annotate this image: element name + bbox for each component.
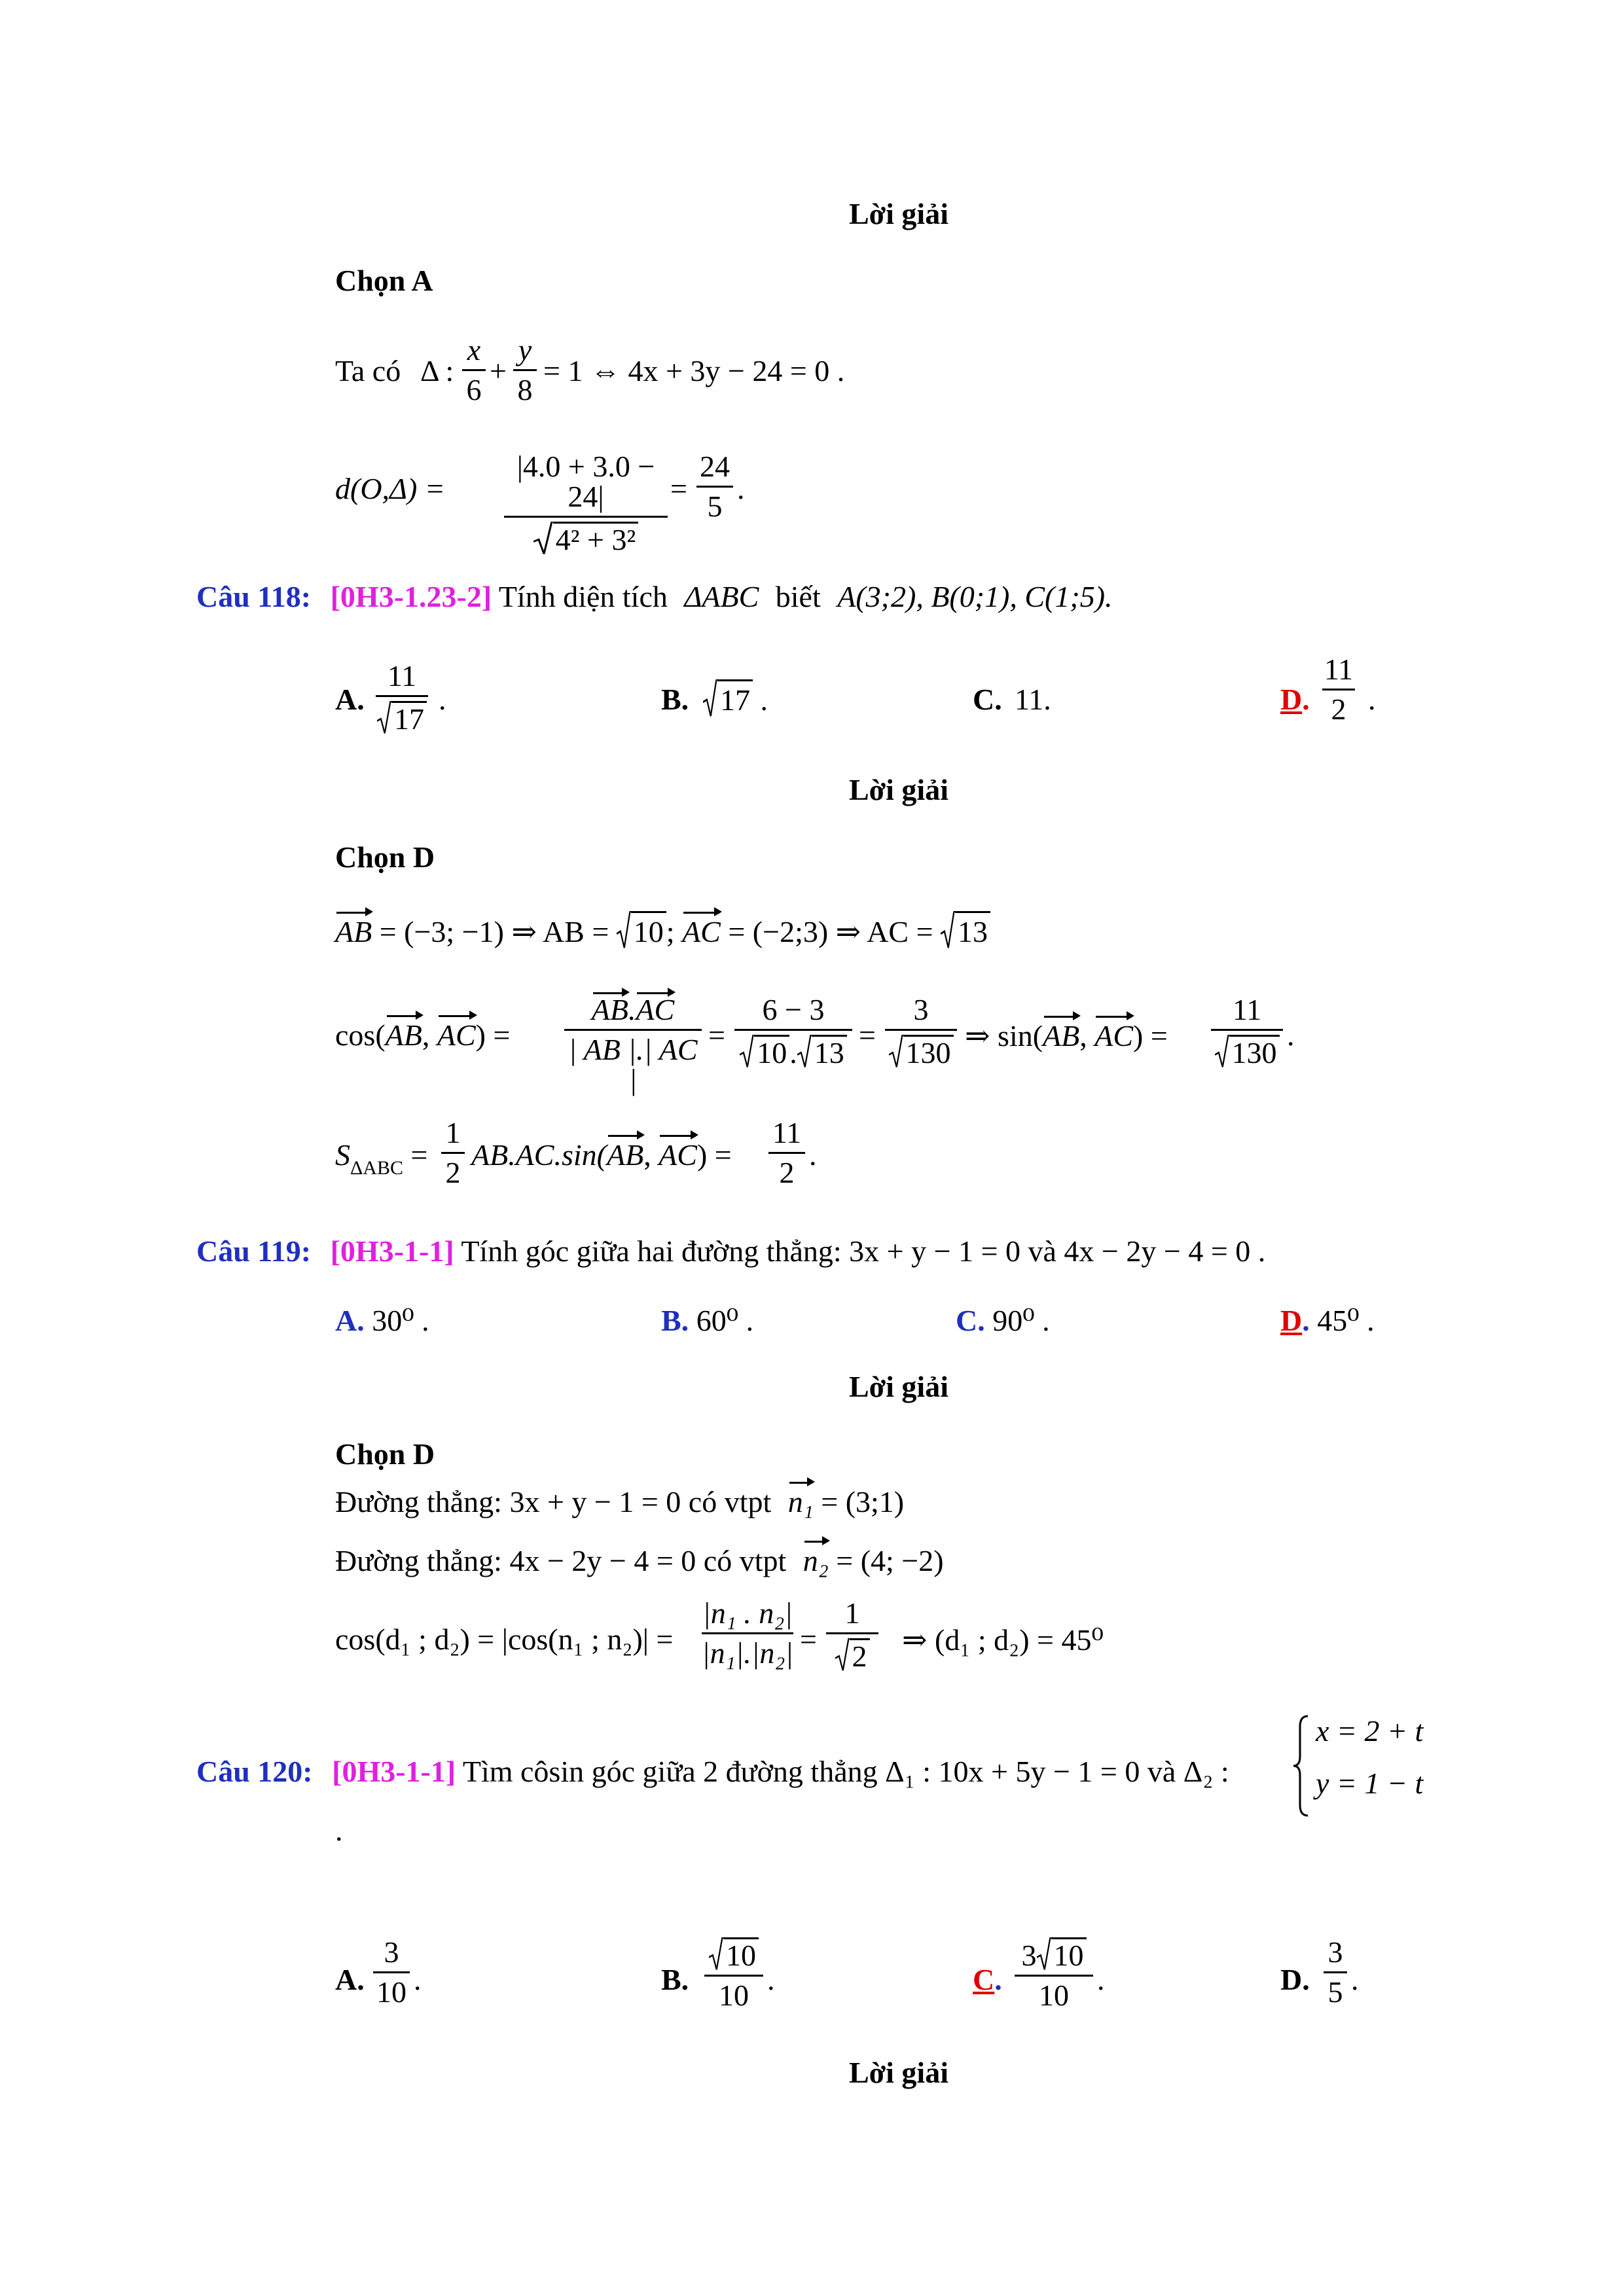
chosen-answer: Chọn A <box>335 264 433 297</box>
numerator: 24 <box>700 450 730 483</box>
text: ) = <box>696 1138 732 1172</box>
numerator: 11 <box>772 1116 802 1149</box>
option-c-correct: C. <box>973 1963 1002 1996</box>
radicand: 10 <box>1051 1937 1087 1971</box>
vector-line <box>335 911 990 949</box>
vector-n1: n₁ <box>787 1485 814 1518</box>
text: cos( <box>335 1018 386 1052</box>
radicand: 130 <box>1229 1035 1280 1068</box>
numerator: 6 − 3 <box>762 993 825 1026</box>
numerator: 11 <box>1324 653 1354 686</box>
result: ⇒ (d₁ ; d₂) = 45⁰ <box>902 1623 1104 1657</box>
denominator: | AB |.| AC | <box>568 1033 698 1096</box>
question-code: [0H3-1-1] <box>330 1234 454 1268</box>
math-symbol: = <box>708 1018 725 1052</box>
question-text: Tìm côsin góc giữa 2 đường thẳng Δ₁ : 10x + 5y − 1 = 0 và Δ₂ : <box>462 1755 1229 1788</box>
fraction <box>462 335 486 405</box>
option-b-value: 60⁰ . <box>696 1304 754 1337</box>
solution-heading: Lời giải <box>849 2056 948 2089</box>
option-a-label: A. <box>335 683 365 716</box>
text: = (3;1) <box>813 1485 905 1518</box>
text: , <box>643 1138 659 1172</box>
option-d-value: 45⁰ . <box>1317 1304 1375 1337</box>
system-brace <box>1291 1713 1310 1818</box>
text: AB.AC.sin( <box>471 1138 607 1172</box>
denominator: 2 <box>445 1156 461 1189</box>
option-b-label: B. <box>661 1304 689 1337</box>
text: ) = <box>1133 1019 1168 1052</box>
punctuation: . <box>1097 1963 1105 1996</box>
fraction <box>564 995 702 1095</box>
system-eq-1: x = 2 + t <box>1316 1714 1424 1748</box>
fraction: 6 − 3 10. 13 <box>734 995 852 1068</box>
fraction <box>702 1598 793 1668</box>
question-119 <box>196 1234 1265 1268</box>
option-d-correct: D. 45⁰ . <box>1280 1304 1375 1337</box>
punctuation: . <box>439 683 446 716</box>
option-d-label: D <box>1280 683 1303 716</box>
denominator: 5 <box>1327 1975 1343 2009</box>
numerator: |n₁ . n₂| <box>702 1596 793 1630</box>
question-code: [0H3-1-1] <box>332 1755 456 1788</box>
vector-ac: AC <box>437 1018 476 1052</box>
text: ) = <box>475 1018 511 1052</box>
fraction <box>513 335 537 405</box>
punctuation: . <box>767 1963 775 1996</box>
denominator: 2 <box>779 1156 795 1189</box>
subscript: ΔABC <box>350 1157 403 1179</box>
radicand: 10 <box>723 1937 759 1971</box>
triangle-name: ΔABC <box>684 580 759 613</box>
question-118 <box>196 579 1113 614</box>
numerator: 11 <box>387 659 417 692</box>
option-d-correct: D. <box>1280 683 1310 716</box>
option-a-label: A. <box>335 1963 365 1996</box>
option-b-label: B. <box>661 1963 689 1996</box>
text: = (4; −2) <box>828 1544 944 1577</box>
option-b-label: B. <box>661 683 689 716</box>
text: . <box>628 993 636 1026</box>
system-eq-2: y = 1 − t <box>1316 1767 1424 1800</box>
text: = (−2;3) ⇒ AC = <box>720 915 941 948</box>
fraction <box>504 452 668 555</box>
denominator: 10 <box>376 1975 406 2009</box>
option-b-value: 17 . <box>703 679 768 717</box>
question-label: Câu 120: <box>196 1755 313 1788</box>
punctuation: . <box>414 1963 422 1996</box>
text: ⇒ sin( <box>965 1019 1043 1052</box>
option-d-label: D <box>1280 1304 1303 1337</box>
text: , <box>1079 1019 1095 1052</box>
option-a-value: 30⁰ . <box>372 1304 429 1337</box>
question-code: [0H3-1.23-2] <box>330 580 492 613</box>
text: Đường thẳng: 4x − 2y − 4 = 0 có vtpt <box>335 1544 787 1577</box>
option-d-label: D. <box>1280 1963 1310 1996</box>
radicand: 13 <box>812 1035 847 1068</box>
punctuation: . <box>809 1138 817 1172</box>
denominator: 17 <box>391 701 427 734</box>
normal-vector-2 <box>335 1543 944 1578</box>
option-d-value <box>1324 1937 1347 2007</box>
question-text: Tính diện tích <box>498 580 668 613</box>
vector-ac: AC <box>659 1138 697 1172</box>
cos-lhs <box>335 1018 510 1052</box>
vector-ac: AC <box>682 915 721 948</box>
fraction <box>826 1598 878 1672</box>
option-a-value <box>373 1937 410 2007</box>
option-b <box>661 1302 753 1338</box>
math-expression: d(O,Δ) = <box>335 472 445 505</box>
vector-ab: AB <box>385 1018 422 1052</box>
area-lhs <box>335 1138 428 1179</box>
numerator: 1 <box>445 1116 461 1149</box>
fraction <box>768 1118 805 1188</box>
vector-ab: AB <box>606 1138 644 1172</box>
punctuation: . <box>335 1814 343 1847</box>
numerator: 3 <box>913 993 929 1026</box>
numerator: 3 <box>1327 1935 1343 1969</box>
numerator: 3 <box>384 1935 399 1969</box>
fraction <box>441 1118 465 1188</box>
denominator: 2 <box>1331 692 1346 726</box>
math-symbol: . <box>737 472 745 505</box>
fraction <box>885 995 957 1068</box>
question-text: biết <box>775 580 821 613</box>
equation: = 1 ⇔ 4x + 3y − 24 = 0 . <box>543 354 845 387</box>
solution-heading: Lời giải <box>849 1370 948 1403</box>
radicand: 17 <box>717 679 753 717</box>
option-c <box>956 1302 1050 1338</box>
option-d-value <box>1322 655 1355 725</box>
radicand: 10 <box>754 1035 789 1068</box>
chosen-answer: Chọn D <box>335 840 435 874</box>
punctuation: . <box>1351 1963 1359 1996</box>
math-symbol: = <box>859 1018 876 1052</box>
numerator: 1 <box>844 1596 860 1630</box>
denominator: 10 <box>1039 1979 1069 2012</box>
denominator: 4² + 3² <box>553 522 639 555</box>
cos-angle-lhs: cos(d₁ ; d₂) = |cos(n₁ ; n₂)| = <box>335 1623 674 1656</box>
option-c-value <box>1015 1937 1093 2011</box>
punctuation: . <box>1287 1018 1295 1052</box>
option-c-label: C. <box>956 1304 985 1337</box>
question-label: Câu 118: <box>196 580 312 613</box>
text: = <box>403 1138 428 1172</box>
question-120 <box>196 1754 1229 1789</box>
vector-ab: AB <box>591 993 628 1026</box>
option-c-label: C <box>973 1963 995 1996</box>
normal-vector-1 <box>335 1484 904 1519</box>
text: , <box>422 1018 437 1052</box>
math-symbol: + <box>490 354 507 387</box>
option-b-value <box>704 1937 763 2011</box>
points: A(3;2), B(0;1), C(1;5). <box>837 580 1113 613</box>
denominator: 6 <box>466 373 482 406</box>
option-c-value: 90⁰ . <box>992 1304 1050 1337</box>
numerator: x <box>467 333 481 367</box>
denominator: 5 <box>707 490 723 523</box>
option-a-label: A. <box>335 1304 365 1337</box>
option-c-value: 11. <box>1015 683 1051 716</box>
vector-ac: AC <box>1094 1019 1134 1052</box>
vector-ab: AB <box>1043 1019 1080 1052</box>
denominator: 8 <box>517 373 533 406</box>
chosen-answer: Chọn D <box>335 1437 435 1471</box>
text: Ta có <box>335 354 401 387</box>
fraction <box>696 452 733 522</box>
solution-heading: Lời giải <box>849 197 948 230</box>
math-symbol: = <box>800 1623 817 1656</box>
text: ; <box>666 915 683 948</box>
area-expression <box>471 1138 732 1172</box>
numerator: |4.0 + 3.0 − 24| <box>516 450 655 513</box>
vector-ac: AC <box>636 993 675 1026</box>
radicand: 2 <box>850 1638 870 1672</box>
radicand: 10 <box>631 911 666 949</box>
vector-ab: AB <box>335 915 372 948</box>
option-a-value <box>376 661 428 734</box>
punctuation: . <box>1368 683 1376 716</box>
text: S <box>335 1138 350 1172</box>
text: = (−3; −1) ⇒ AB = <box>372 915 617 948</box>
math-symbol: Δ : <box>420 354 454 387</box>
radicand: 130 <box>903 1035 954 1068</box>
solution-heading: Lời giải <box>849 773 948 806</box>
denominator: |n₁|.|n₂| <box>702 1636 794 1670</box>
coefficient: 3 <box>1021 1939 1037 1972</box>
denominator: 10 <box>719 1979 749 2012</box>
math-symbol: = <box>670 472 687 505</box>
sin-lhs <box>965 1018 1168 1053</box>
numerator: y <box>518 333 532 367</box>
fraction <box>1211 995 1283 1068</box>
vector-n2: n₂ <box>803 1544 829 1577</box>
question-label: Câu 119: <box>196 1234 312 1268</box>
text: Đường thẳng: 3x + y − 1 = 0 có vtpt <box>335 1485 772 1518</box>
question-text: Tính góc giữa hai đường thẳng: 3x + y − 1 = 0 và 4x − 2y − 4 = 0 . <box>461 1234 1266 1268</box>
option-a <box>335 1302 429 1338</box>
option-c-label: C. <box>973 683 1002 716</box>
radicand: 13 <box>955 911 990 949</box>
numerator: 11 <box>1232 993 1262 1026</box>
